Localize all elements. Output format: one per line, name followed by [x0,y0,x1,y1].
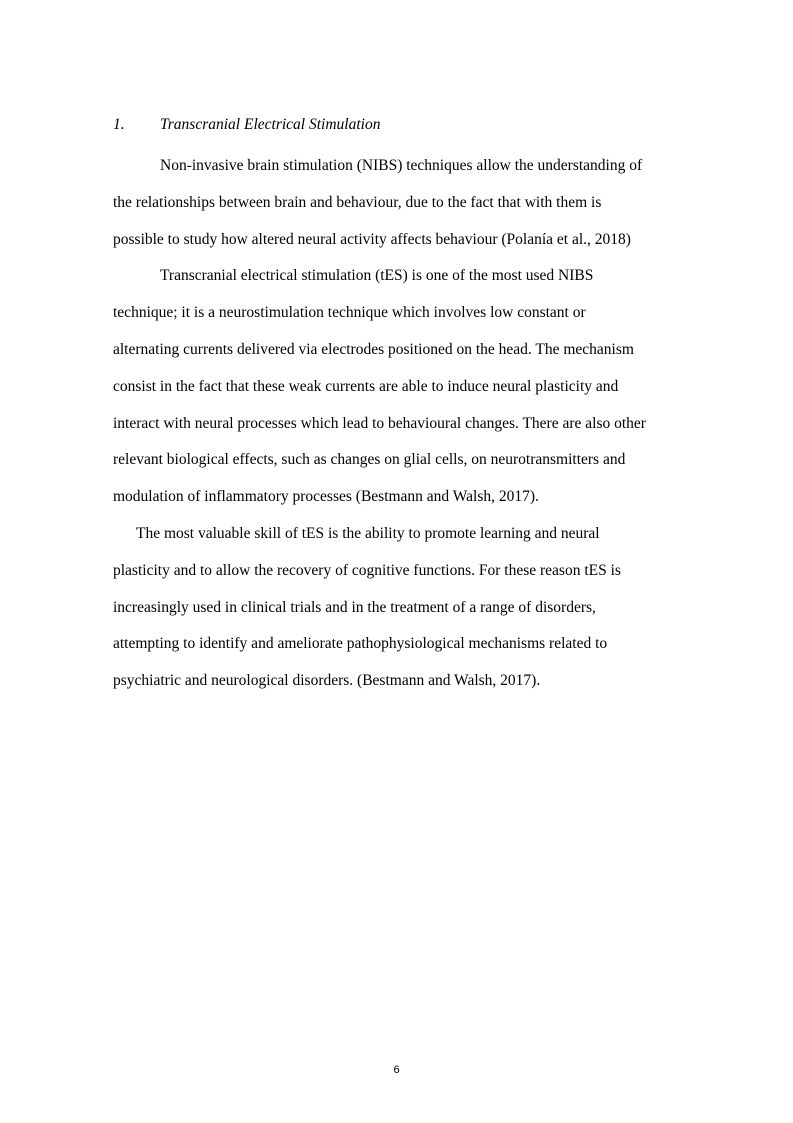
text-line: technique; it is a neurostimulation technique which involves low constant or [113,304,586,322]
text-line: the relationships between brain and behaviour, due to the fact that with them is [113,193,602,211]
section-title: Transcranial Electrical Stimulation [160,116,381,133]
text-line: modulation of inflammatory processes (Bestmann and Walsh, 2017). [113,488,539,506]
text-line: The most valuable skill of tES is the ability to promote learning and neural [136,524,600,542]
text-line: relevant biological effects, such as changes on glial cells, on neurotransmitters and [113,451,626,469]
page-number: 6 [393,1064,400,1076]
text-line: attempting to identify and ameliorate pathophysiological mechanisms related to [113,635,608,653]
text-line: possible to study how altered neural activity affects behaviour (Polanía et al., 2018) [113,230,631,248]
paragraph-tes-skill [113,516,673,700]
text-line: Non-invasive brain stimulation (NIBS) techniques allow the understanding of [160,157,643,174]
body-text [113,148,673,700]
text-line: increasingly used in clinical trials and in the treatment of a range of disorders, [113,598,596,616]
text-line: psychiatric and neurological disorders. (Bestmann and Walsh, 2017). [113,672,541,690]
paragraph-nibs [113,148,673,258]
section-number: 1. [113,116,125,133]
section-heading [113,115,673,135]
text-line: consist in the fact that these weak currents are able to induce neural plasticity and [113,377,619,395]
text-line: alternating currents delivered via electrodes positioned on the head. The mechanism [113,340,634,358]
paragraph-tes [113,258,673,516]
text-line: Transcranial electrical stimulation (tES) is one of the most used NIBS [160,267,594,285]
text-line: interact with neural processes which lead to behavioural changes. There are also other [113,414,646,432]
text-line: plasticity and to allow the recovery of cognitive functions. For these reason tES is [113,561,621,579]
